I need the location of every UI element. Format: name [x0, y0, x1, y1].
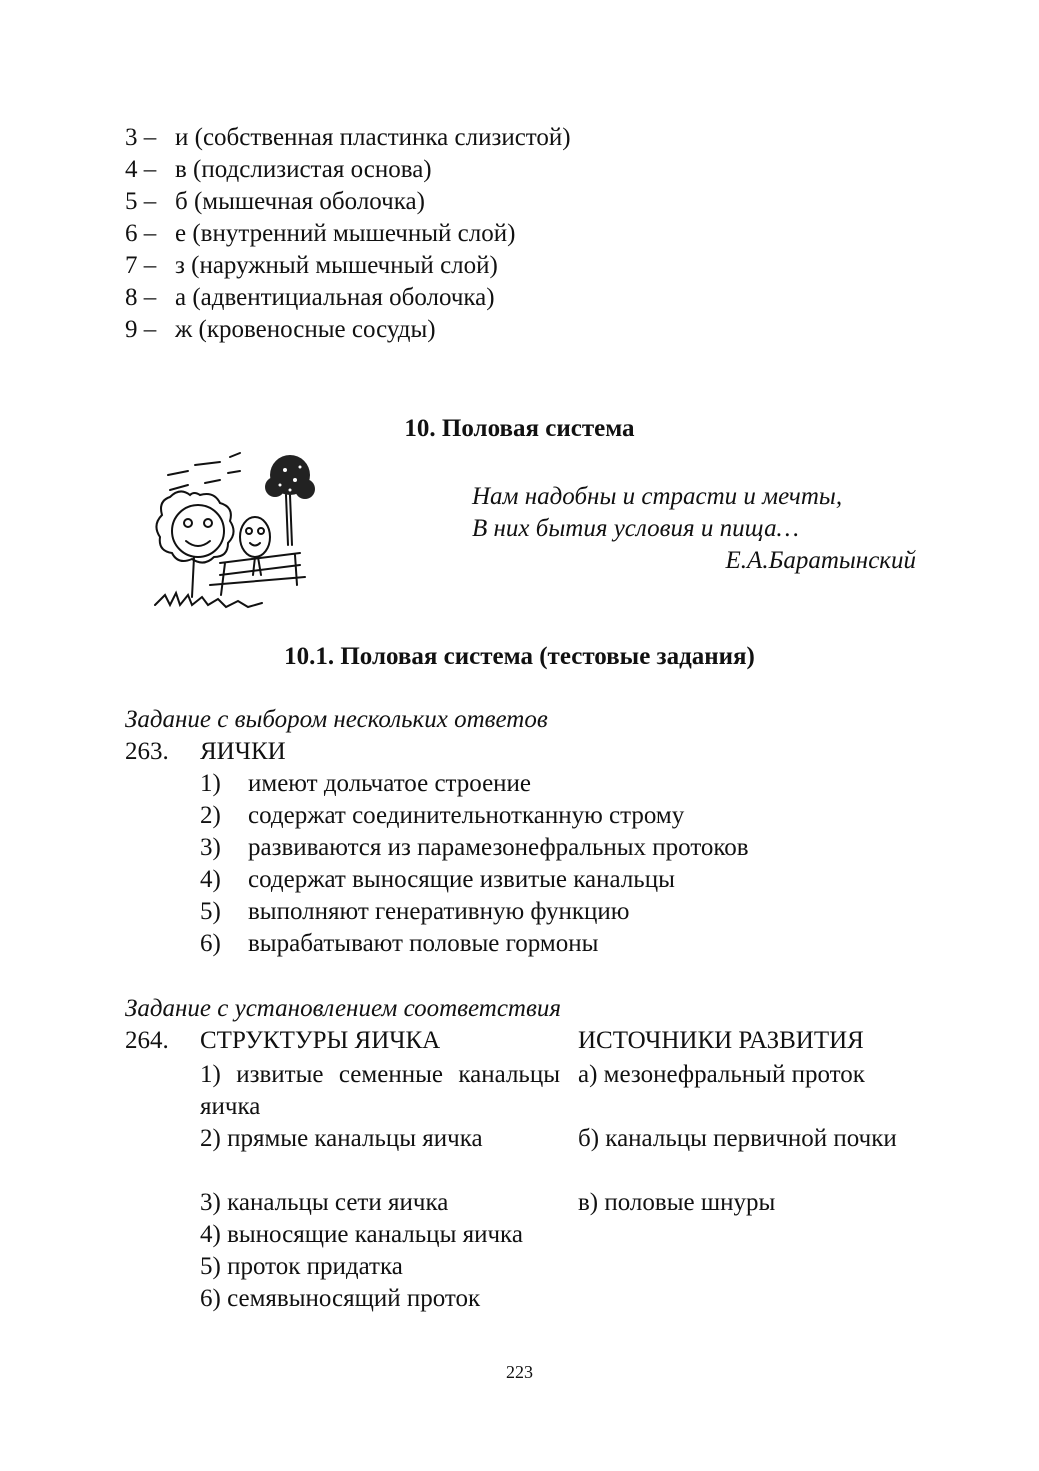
answer-key-number: 5 –: [125, 188, 157, 215]
option-text: выполняют генеративную функцию: [248, 898, 630, 925]
answer-option: [200, 834, 749, 862]
structure-item: 5) проток придатка: [200, 1253, 403, 1280]
option-number: 4): [200, 866, 221, 893]
epigraph-line: Нам надобны и страсти и мечты,: [472, 483, 843, 510]
answer-key-text: и (собственная пластинка слизистой): [175, 124, 571, 151]
task-number: 263.: [125, 738, 169, 765]
answer-key-text: б (мышечная оболочка): [175, 188, 425, 215]
source-item: б) канальцы первичной почки: [578, 1125, 897, 1152]
structure-item: 3) канальцы сети яичка: [200, 1189, 449, 1216]
task-number: 264.: [125, 1027, 169, 1054]
column-header-structures: СТРУКТУРЫ ЯИЧКА: [200, 1027, 441, 1054]
structure-item: 2) прямые канальцы яичка: [200, 1125, 483, 1152]
answer-option: [200, 898, 629, 926]
cartoon-illustration: [150, 445, 320, 615]
answer-key-line: [125, 220, 515, 248]
task-title: ЯИЧКИ: [200, 738, 286, 765]
task-type-label: Задание с установлением соответствия: [125, 995, 561, 1022]
answer-key-number: 4 –: [125, 156, 157, 183]
answer-key-number: 3 –: [125, 124, 157, 151]
column-header-sources: ИСТОЧНИКИ РАЗВИТИЯ: [578, 1027, 864, 1054]
answer-key-number: 9 –: [125, 316, 157, 343]
answer-key-number: 7 –: [125, 252, 157, 279]
source-item: а) мезонефральный проток: [578, 1061, 865, 1088]
answer-option: [200, 770, 531, 798]
structure-item: 6) семявыносящий проток: [200, 1285, 481, 1312]
answer-key-text: а (адвентициальная оболочка): [175, 284, 495, 311]
answer-key-line: [125, 316, 436, 344]
option-text: развиваются из парамезонефральных протоков: [248, 834, 749, 861]
answer-key-line: [125, 188, 425, 216]
option-number: 6): [200, 930, 221, 957]
epigraph-line: В них бытия условия и пища…: [472, 515, 799, 542]
option-number: 3): [200, 834, 221, 861]
option-number: 2): [200, 802, 221, 829]
answer-key-text: ж (кровеносные сосуды): [175, 316, 436, 343]
option-text: содержат выносящие извитые канальцы: [248, 866, 675, 893]
answer-key-text: з (наружный мышечный слой): [175, 252, 498, 279]
option-number: 5): [200, 898, 221, 925]
answer-key-line: [125, 156, 432, 184]
answer-option: [200, 866, 675, 894]
answer-key-line: [125, 284, 495, 312]
task-type-label: Задание с выбором нескольких ответов: [125, 706, 548, 733]
option-number: 1): [200, 770, 221, 797]
structure-item: 4) выносящие канальцы яичка: [200, 1221, 523, 1248]
epigraph-author: Е.А.Баратынский: [725, 547, 916, 574]
answer-option: [200, 930, 598, 958]
answer-key-text: е (внутренний мышечный слой): [175, 220, 516, 247]
answer-key-line: [125, 124, 571, 152]
option-text: имеют дольчатое строение: [248, 770, 532, 797]
source-item: в) половые шнуры: [578, 1189, 776, 1216]
answer-key-line: [125, 252, 498, 280]
answer-key-number: 6 –: [125, 220, 157, 247]
section-title: 10.1. Половая система (тестовые задания): [284, 643, 755, 670]
option-text: содержат соединительнотканную строму: [248, 802, 685, 829]
chapter-title: 10. Половая система: [404, 415, 635, 442]
answer-key-text: в (подслизистая основа): [175, 156, 432, 183]
structure-item: 1) извитые семенные канальцы яичка: [200, 1061, 560, 1120]
answer-option: [200, 802, 684, 830]
answer-key-number: 8 –: [125, 284, 157, 311]
option-text: вырабатывают половые гормоны: [248, 930, 599, 957]
page-number: 223: [506, 1362, 533, 1382]
